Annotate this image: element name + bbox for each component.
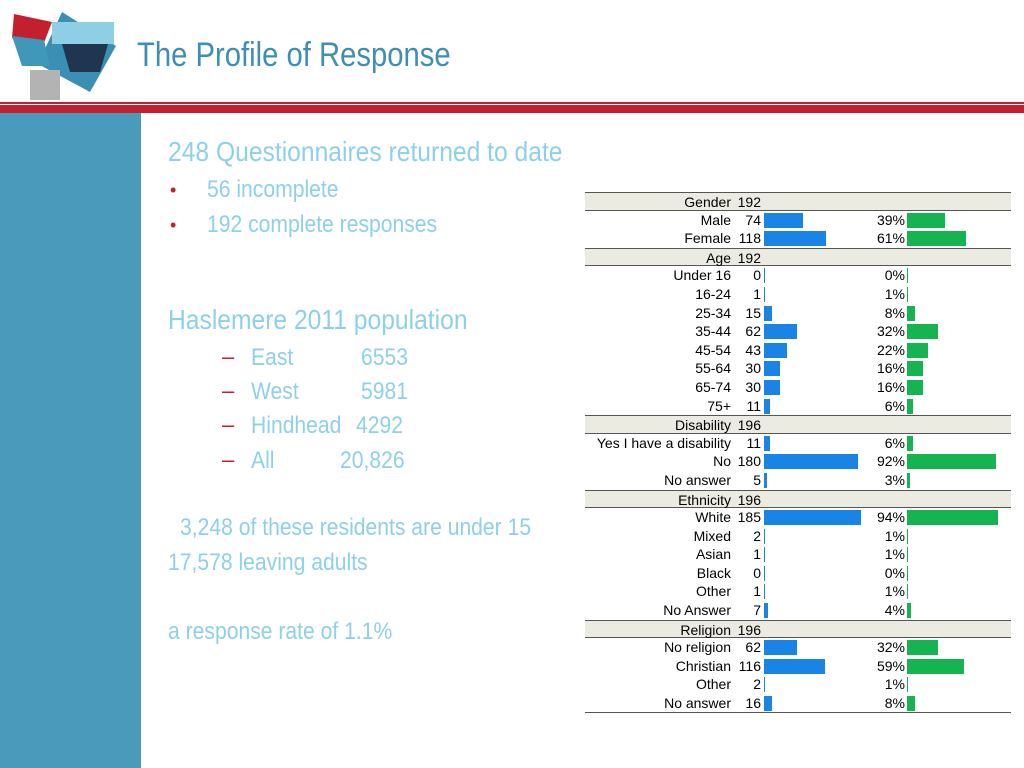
bullet-icon: • — [170, 215, 177, 235]
table-row — [585, 341, 1011, 360]
bullet-incomplete: 56 incomplete — [207, 176, 339, 203]
population-value-west: 5981 — [361, 378, 408, 405]
row-percent: 32% — [876, 639, 905, 656]
row-count: 15 — [745, 304, 761, 321]
count-bar — [764, 343, 787, 358]
percent-bar — [907, 324, 938, 339]
row-percent: 22% — [876, 341, 905, 358]
row-percent: 39% — [876, 211, 905, 228]
row-label: No religion — [664, 639, 731, 656]
count-bar — [764, 640, 797, 655]
population-value-all: 20,826 — [340, 447, 405, 474]
group-name: Gender — [684, 194, 731, 210]
row-count: 62 — [745, 323, 761, 340]
group-total: 196 — [737, 621, 761, 638]
percent-bar — [907, 231, 966, 246]
row-label: Male — [700, 211, 731, 228]
percent-bar — [907, 213, 945, 228]
percent-bar — [907, 399, 913, 414]
percent-bar — [907, 436, 913, 451]
row-label: Asian — [695, 546, 731, 563]
header-band — [0, 105, 1024, 113]
row-count: 0 — [753, 564, 761, 581]
dash-icon: – — [222, 344, 235, 369]
table-row — [585, 527, 1011, 546]
row-count: 30 — [745, 360, 761, 377]
count-bar — [764, 306, 772, 321]
percent-bar — [907, 454, 996, 469]
row-percent: 16% — [876, 360, 905, 377]
row-count: 2 — [753, 676, 761, 693]
population-value-east: 6553 — [361, 344, 408, 371]
table-row — [585, 397, 1011, 416]
table-group-header — [585, 192, 1011, 211]
row-percent: 3% — [884, 471, 905, 488]
row-count: 30 — [745, 378, 761, 395]
table-row — [585, 322, 1011, 341]
percent-bar — [907, 343, 928, 358]
row-count: 16 — [745, 695, 761, 712]
group-total: 192 — [737, 194, 761, 210]
group-name: Religion — [680, 621, 731, 638]
row-percent: 1% — [884, 546, 905, 563]
count-bar — [764, 603, 768, 618]
count-bar — [764, 399, 770, 414]
percent-bar — [907, 677, 908, 692]
table-group-header — [585, 620, 1011, 639]
group-name: Disability — [674, 417, 731, 434]
row-percent: 32% — [876, 323, 905, 340]
row-label: Female — [684, 230, 731, 247]
row-percent: 92% — [876, 453, 905, 470]
table-row — [585, 452, 1011, 471]
table-row — [585, 359, 1011, 378]
percent-bar — [907, 566, 908, 581]
row-count: 180 — [737, 453, 761, 470]
percent-bar — [907, 640, 938, 655]
table-row — [585, 508, 1011, 527]
row-label: Other — [695, 676, 731, 693]
row-label: 55-64 — [695, 360, 731, 377]
row-count: 43 — [745, 341, 761, 358]
row-percent: 8% — [884, 304, 905, 321]
header-divider — [0, 102, 1024, 104]
table-row — [585, 285, 1011, 304]
dash-icon: – — [222, 412, 235, 437]
percent-bar — [907, 268, 908, 283]
row-label: No Answer — [663, 602, 731, 619]
count-bar — [764, 473, 767, 488]
row-percent: 1% — [884, 583, 905, 600]
count-bar — [764, 510, 861, 525]
percent-bar — [907, 380, 923, 395]
note-under-15: 3,248 of these residents are under 15 — [180, 514, 532, 541]
row-label: White — [695, 509, 731, 526]
table-row — [585, 694, 1011, 713]
row-percent: 1% — [884, 527, 905, 544]
percent-bar — [907, 696, 915, 711]
row-count: 0 — [753, 267, 761, 284]
dash-icon: – — [222, 378, 235, 403]
row-count: 185 — [737, 509, 761, 526]
count-bar — [764, 696, 772, 711]
row-label: Yes I have a disability — [596, 434, 731, 451]
population-name-hindhead: Hindhead — [251, 412, 342, 439]
percent-bar — [907, 287, 908, 302]
count-bar — [764, 547, 765, 562]
logo-icon — [0, 0, 120, 102]
row-count: 7 — [753, 602, 761, 619]
note-response-rate: a response rate of 1.1% — [168, 618, 393, 645]
response-profile-table — [585, 192, 1011, 713]
table-group-header — [585, 490, 1011, 509]
count-bar — [764, 529, 765, 544]
row-label: 25-34 — [695, 304, 731, 321]
table-row — [585, 564, 1011, 583]
row-label: Christian — [675, 657, 731, 674]
table-row — [585, 545, 1011, 564]
row-label: 35-44 — [695, 323, 731, 340]
page-title: The Profile of Response — [137, 36, 451, 74]
row-label: Other — [695, 583, 731, 600]
row-label: No — [713, 453, 731, 470]
table-row — [585, 675, 1011, 694]
row-label: 16-24 — [695, 285, 731, 302]
row-count: 118 — [738, 230, 761, 247]
group-total: 196 — [737, 417, 761, 434]
count-bar — [764, 268, 765, 283]
row-percent: 6% — [884, 397, 905, 414]
row-count: 74 — [745, 211, 761, 228]
population-name-all: All — [251, 447, 275, 474]
row-count: 5 — [753, 471, 761, 488]
row-label: No answer — [664, 695, 731, 712]
row-label: 45-54 — [695, 341, 731, 358]
count-bar — [764, 566, 765, 581]
percent-bar — [907, 529, 908, 544]
count-bar — [764, 659, 825, 674]
group-name: Age — [706, 249, 731, 266]
row-label: 65-74 — [695, 378, 731, 395]
row-count: 11 — [746, 397, 761, 414]
intro-heading: 248 Questionnaires returned to date — [168, 136, 563, 167]
row-percent: 6% — [884, 434, 905, 451]
count-bar — [764, 454, 858, 469]
row-count: 2 — [753, 527, 761, 544]
population-name-east: East — [251, 344, 294, 371]
row-percent: 0% — [884, 267, 905, 284]
percent-bar — [907, 584, 908, 599]
count-bar — [764, 380, 780, 395]
dash-icon: – — [222, 447, 235, 472]
row-count: 1 — [753, 583, 761, 600]
percent-bar — [907, 547, 908, 562]
count-bar — [764, 231, 826, 246]
bullet-complete: 192 complete responses — [207, 211, 438, 238]
row-percent: 59% — [876, 657, 905, 674]
row-label: 75+ — [707, 397, 731, 414]
table-row — [585, 601, 1011, 620]
note-adults: 17,578 leaving adults — [168, 549, 368, 576]
count-bar — [764, 287, 765, 302]
row-percent: 8% — [884, 695, 905, 712]
group-total: 192 — [737, 249, 761, 266]
row-label: Mixed — [693, 527, 731, 544]
percent-bar — [907, 361, 923, 376]
population-name-west: West — [251, 378, 299, 405]
group-name: Ethnicity — [678, 491, 731, 508]
count-bar — [764, 213, 803, 228]
table-row — [585, 434, 1011, 453]
table-row — [585, 211, 1011, 230]
table-row — [585, 582, 1011, 601]
row-label: Black — [696, 564, 731, 581]
table-row — [585, 471, 1011, 490]
row-label: Under 16 — [673, 267, 731, 284]
bullet-icon: • — [170, 180, 177, 200]
row-count: 11 — [746, 434, 761, 451]
count-bar — [764, 436, 770, 451]
row-count: 116 — [738, 657, 761, 674]
row-percent: 1% — [884, 676, 905, 693]
table-row — [585, 266, 1011, 285]
row-label: No answer — [664, 471, 731, 488]
row-percent: 61% — [876, 230, 905, 247]
table-row — [585, 657, 1011, 676]
group-total: 196 — [737, 491, 761, 508]
table-row — [585, 378, 1011, 397]
count-bar — [764, 324, 797, 339]
count-bar — [764, 584, 765, 599]
population-value-hindhead: 4292 — [356, 412, 403, 439]
population-heading: Haslemere 2011 population — [168, 304, 468, 335]
row-percent: 16% — [876, 378, 905, 395]
sidebar-band — [0, 113, 141, 768]
table-row — [585, 638, 1011, 657]
table-row — [585, 229, 1011, 248]
count-bar — [764, 677, 765, 692]
row-percent: 0% — [884, 564, 905, 581]
row-count: 62 — [745, 639, 761, 656]
percent-bar — [907, 306, 915, 321]
row-percent: 94% — [876, 509, 905, 526]
row-percent: 4% — [884, 602, 905, 619]
percent-bar — [907, 659, 964, 674]
count-bar — [764, 361, 780, 376]
percent-bar — [907, 603, 911, 618]
percent-bar — [907, 510, 998, 525]
table-group-header — [585, 248, 1011, 267]
row-count: 1 — [753, 285, 761, 302]
table-group-header — [585, 415, 1011, 434]
row-count: 1 — [753, 546, 761, 563]
percent-bar — [907, 473, 910, 488]
row-percent: 1% — [884, 285, 905, 302]
table-row — [585, 304, 1011, 323]
